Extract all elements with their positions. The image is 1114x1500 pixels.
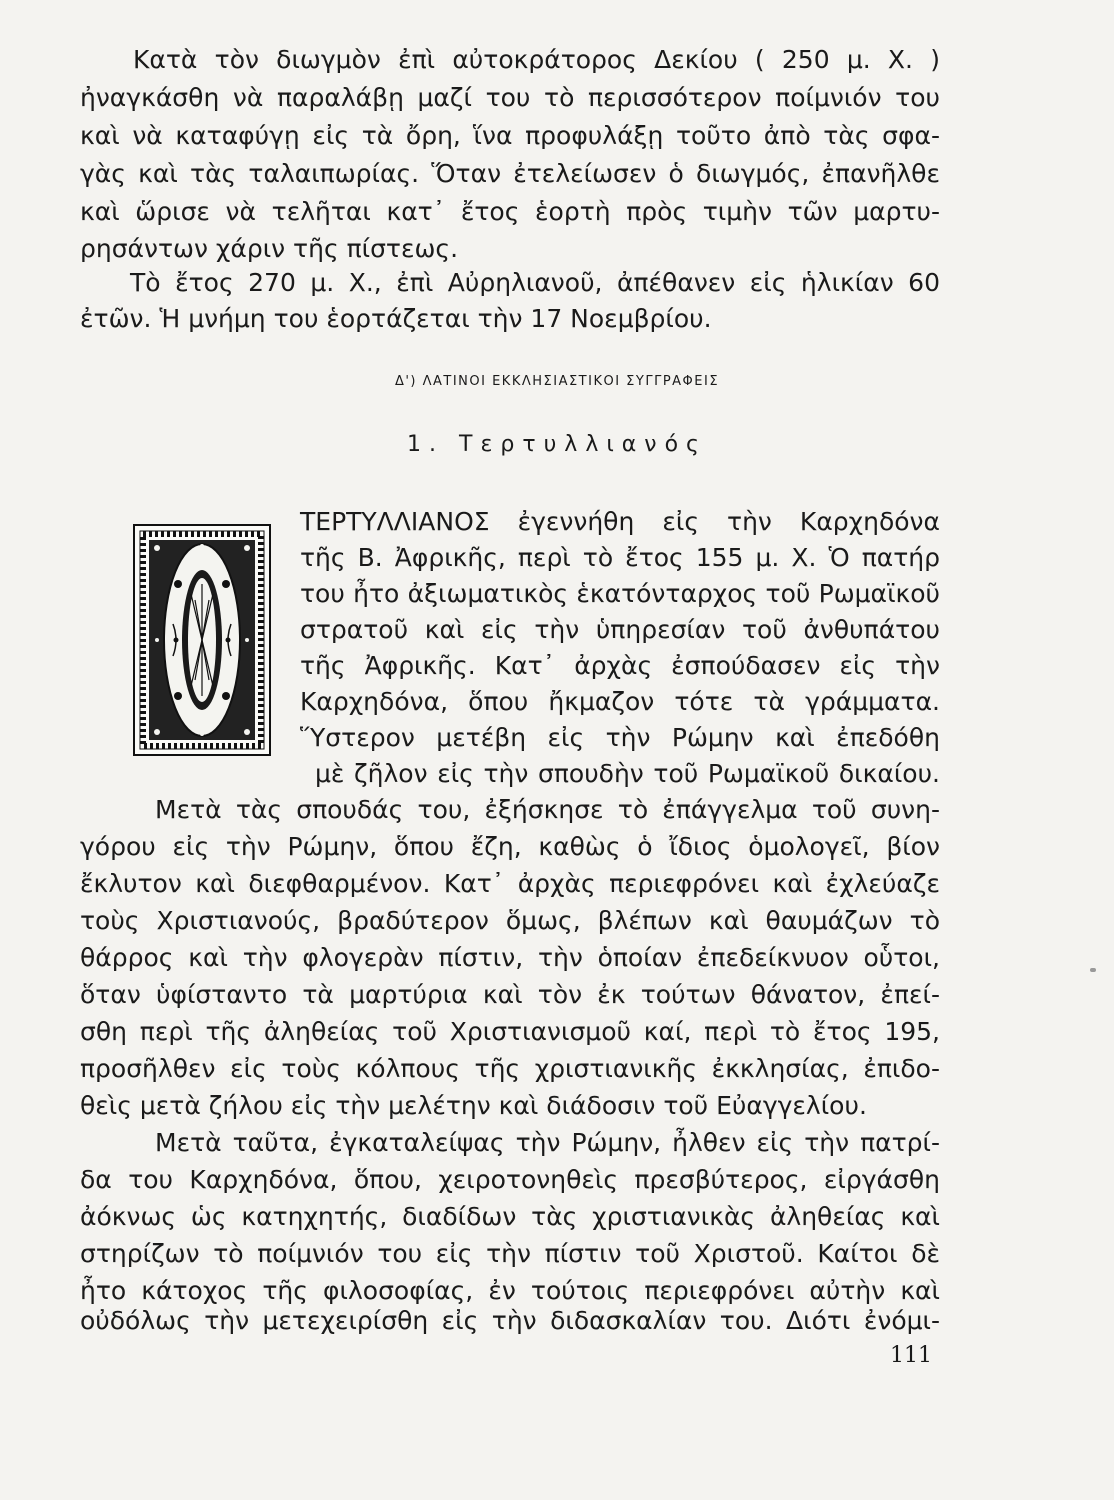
text-line: τοὺς Χριστιανούς, βραδύτερον ὅμως, βλέπων καὶ θαυμάζων τὸ xyxy=(80,906,940,935)
text-line: μὲ ζῆλον εἰς τὴν σπουδὴν τοῦ Ρωμαϊκοῦ δικαίου. xyxy=(315,759,940,788)
text-line: γὰς καὶ τὰς ταλαιπωρίας. Ὅταν ἐτελείωσεν ὁ διωγμός, ἐπανῆλθε xyxy=(80,159,940,188)
section-heading: Δ') ΛΑΤΙΝΟΙ ΕΚΚΛΗΣΙΑΣΤΙΚΟΙ ΣΥΓΓΡΑΦΕΙΣ xyxy=(394,374,720,389)
text-line: οὐδόλως τὴν μετεχειρίσθη εἰς τὴν διδασκαλίαν του. Διότι ἐνόμι- xyxy=(80,1306,940,1335)
text-line: δα του Καρχηδόνα, ὅπου, χειροτονηθεὶς πρεσβύτερος, εἰργάσθη xyxy=(80,1165,940,1194)
text-line: ἐτῶν. Ἡ μνήμη του ἑορτάζεται τὴν 17 Νοεμβρίου. xyxy=(80,304,712,333)
dropcap-ornament-icon xyxy=(133,524,271,756)
text-line: Καρχηδόνα, ὅπου ἤκμαζον τότε τὰ γράμματα. xyxy=(300,687,940,716)
text-line: Τὸ ἔτος 270 μ. Χ., ἐπὶ Αὐρηλιανοῦ, ἀπέθανεν εἰς ἡλικίαν 60 xyxy=(130,268,940,297)
text-line: Μετὰ ταῦτα, ἐγκαταλείψας τὴν Ρώμην, ἦλθεν εἰς τὴν πατρί- xyxy=(155,1128,940,1157)
text-line: ἦτο κάτοχος τῆς φιλοσοφίας, ἐν τούτοις περιεφρόνει αὐτὴν καὶ xyxy=(80,1276,940,1305)
chapter-title: 1. Τερτυλλιανός xyxy=(407,432,707,457)
text-line: καὶ ὥρισε νὰ τελῆται κατ᾽ ἔτος ἑορτὴ πρὸς τιμὴν τῶν μαρτυ- xyxy=(80,197,940,226)
text-line: σθη περὶ τῆς ἀληθείας τοῦ Χριστιανισμοῦ καί, περὶ τὸ ἔτος 195, xyxy=(80,1017,940,1046)
scan-speck xyxy=(1090,968,1096,972)
text-line: ΤΕΡΤΥΛΛΙΑΝΟΣ ἐγεννήθη εἰς τὴν Καρχηδόνα xyxy=(300,507,940,536)
text-line: ἀόκνως ὡς κατηχητής, διαδίδων τὰς χριστιανικὰς ἀληθείας καὶ xyxy=(80,1202,940,1231)
text-line: ἠναγκάσθη νὰ παραλάβῃ μαζί του τὸ περισσότερον ποίμνιόν του xyxy=(80,83,940,112)
text-line: ὅταν ὑφίσταντο τὰ μαρτύρια καὶ τὸν ἐκ τούτων θάνατον, ἐπεί- xyxy=(80,980,940,1009)
text-line: στρατοῦ καὶ εἰς τὴν ὑπηρεσίαν τοῦ ἀνθυπάτου xyxy=(300,615,940,644)
page-number: 111 xyxy=(890,1343,932,1368)
text-line: ρησάντων χάριν τῆς πίστεως. xyxy=(80,234,459,263)
text-line: προσῆλθεν εἰς τοὺς κόλπους τῆς χριστιανικῆς ἐκκλησίας, ἐπιδο- xyxy=(80,1054,940,1083)
text-line: στηρίζων τὸ ποίμνιόν του εἰς τὴν πίστιν τοῦ Χριστοῦ. Καίτοι δὲ xyxy=(80,1239,940,1268)
text-line: τῆς Β. Ἀφρικῆς, περὶ τὸ ἔτος 155 μ. Χ. Ὁ πατήρ xyxy=(300,543,940,572)
ornamental-dropcap xyxy=(133,524,271,756)
text-line: γόρου εἰς τὴν Ρώμην, ὅπου ἔζη, καθὼς ὁ ἴδιος ὁμολογεῖ, βίον xyxy=(80,832,940,861)
text-line: θάρρος καὶ τὴν φλογερὰν πίστιν, τὴν ὁποίαν ἐπεδείκνυον οὗτοι, xyxy=(80,943,940,972)
text-line: καὶ νὰ καταφύγῃ εἰς τὰ ὄρη, ἵνα προφυλάξῃ τοῦτο ἀπὸ τὰς σφα- xyxy=(80,121,940,150)
text-line: Ὕστερον μετέβη εἰς τὴν Ρώμην καὶ ἐπεδόθη xyxy=(300,723,940,752)
text-line: τῆς Ἀφρικῆς. Κατ᾽ ἀρχὰς ἐσπούδασεν εἰς τὴν xyxy=(300,651,940,680)
text-line: Μετὰ τὰς σπουδάς του, ἐξήσκησε τὸ ἐπάγγελμα τοῦ συνη- xyxy=(155,795,940,824)
text-line: Κατὰ τὸν διωγμὸν ἐπὶ αὐτοκράτορος Δεκίου ( 250 μ. Χ. ) xyxy=(133,45,940,74)
text-line: θεὶς μετὰ ζήλου εἰς τὴν μελέτην καὶ διάδοσιν τοῦ Εὐαγγελίου. xyxy=(80,1091,867,1120)
text-line: ἔκλυτον καὶ διεφθαρμένον. Κατ᾽ ἀρχὰς περιεφρόνει καὶ ἐχλεύαζε xyxy=(80,869,940,898)
text-line: του ἦτο ἀξιωματικὸς ἑκατόνταρχος τοῦ Ρωμαϊκοῦ xyxy=(300,579,940,608)
